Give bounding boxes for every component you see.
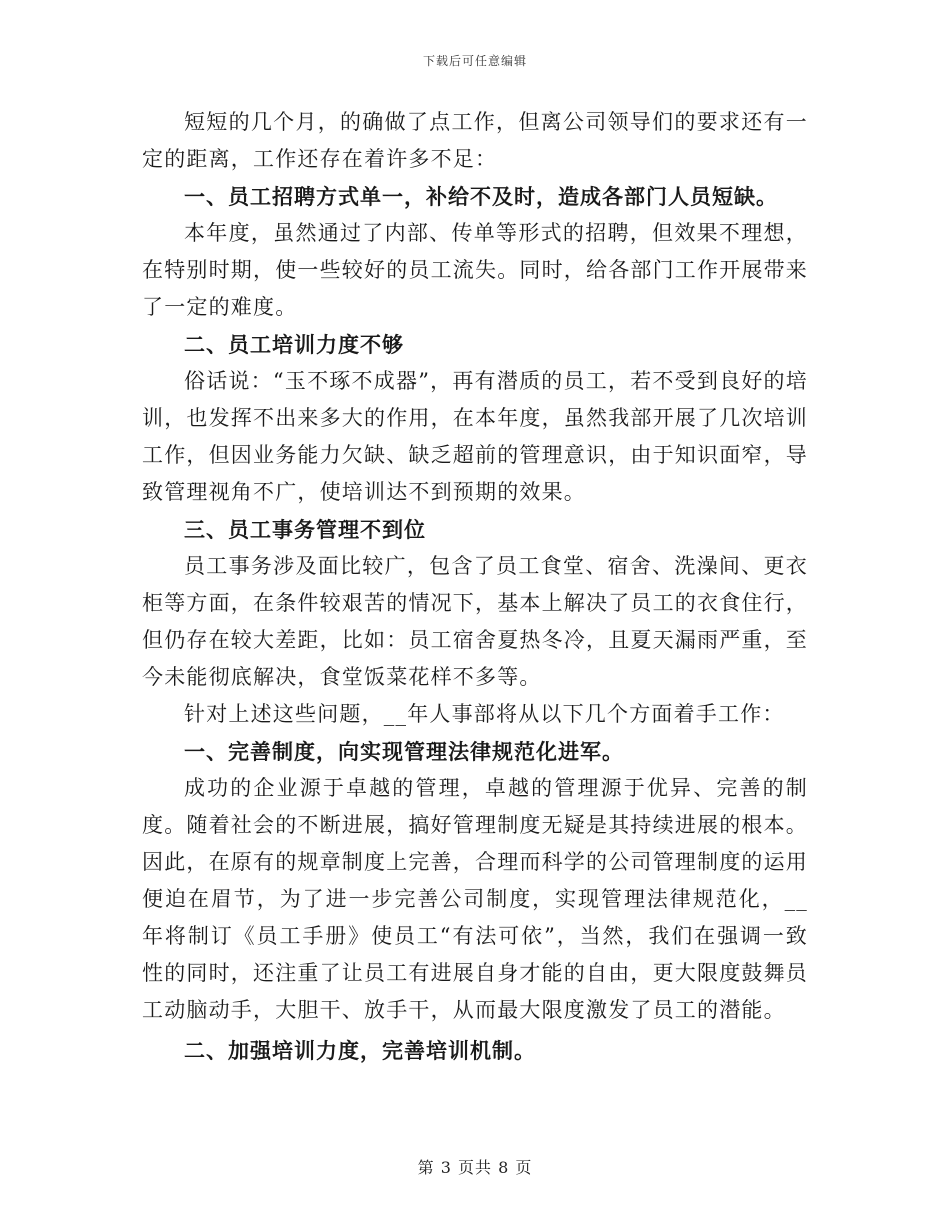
heading-recruitment: 一、员工招聘方式单一，补给不及时，造成各部门人员短缺。 xyxy=(184,184,778,209)
paragraph-intro: 短短的几个月，的确做了点工作，但离公司领导们的要求还有一定的距离，工作还存在着许多不足： xyxy=(142,110,808,171)
heading-training: 二、员工培训力度不够 xyxy=(184,332,404,357)
heading-training-mechanism: 二、加强培训力度，完善培训机制。 xyxy=(184,1038,536,1063)
page-number: 第 3 页共 8 页 xyxy=(417,1158,533,1177)
paragraph-training: 俗话说：“玉不琢不成器”，再有潜质的员工，若不受到良好的培训，也发挥不出来多大的作用，在本年度，虽然我部开展了几次培训工作，但因业务能力欠缺、缺乏超前的管理意识，由于知识面窄，导致管理视角不广，使培训达不到预期的效果。 xyxy=(142,369,808,504)
paragraph-plan-intro: 针对上述这些问题，__年人事部将从以下几个方面着手工作： xyxy=(184,702,785,726)
paragraph-recruitment: 本年度，虽然通过了内部、传单等形式的招聘，但效果不理想，在特别时期，使一些较好的员工流失。同时，给各部门工作开展带来了一定的难度。 xyxy=(142,221,808,319)
paragraph-system: 成功的企业源于卓越的管理，卓越的管理源于优异、完善的制度。随着社会的不断进展，搞好管理制度无疑是其持续进展的根本。因此，在原有的规章制度上完善，合理而科学的公司管理制度的运用便迫在眉节，为了进一步完善公司制度，实现管理法律规范化，__年将制订《员工手册》使员工“有法可依”，当然，我们在强调一致性的同时，还注重了让员工有进展自身才能的自由，更大限度鼓舞员工动脑动手，大胆干、放手干，从而最大限度激发了员工的潜能。 xyxy=(142,776,808,1022)
page-header: 下载后可任意编辑 xyxy=(422,54,527,68)
heading-system: 一、完善制度，向实现管理法律规范化进军。 xyxy=(184,739,624,764)
paragraph-affairs: 员工事务涉及面比较广，包含了员工食堂、宿舍、洗澡间、更衣柜等方面，在条件较艰苦的情况下，基本上解决了员工的衣食住行，但仍存在较大差距，比如：员工宿舍夏热冬冷，且夏天漏雨严重，至今未能彻底解决，食堂饭菜花样不多等。 xyxy=(142,554,808,689)
document-body xyxy=(142,104,808,1069)
heading-affairs: 三、员工事务管理不到位 xyxy=(184,517,426,542)
